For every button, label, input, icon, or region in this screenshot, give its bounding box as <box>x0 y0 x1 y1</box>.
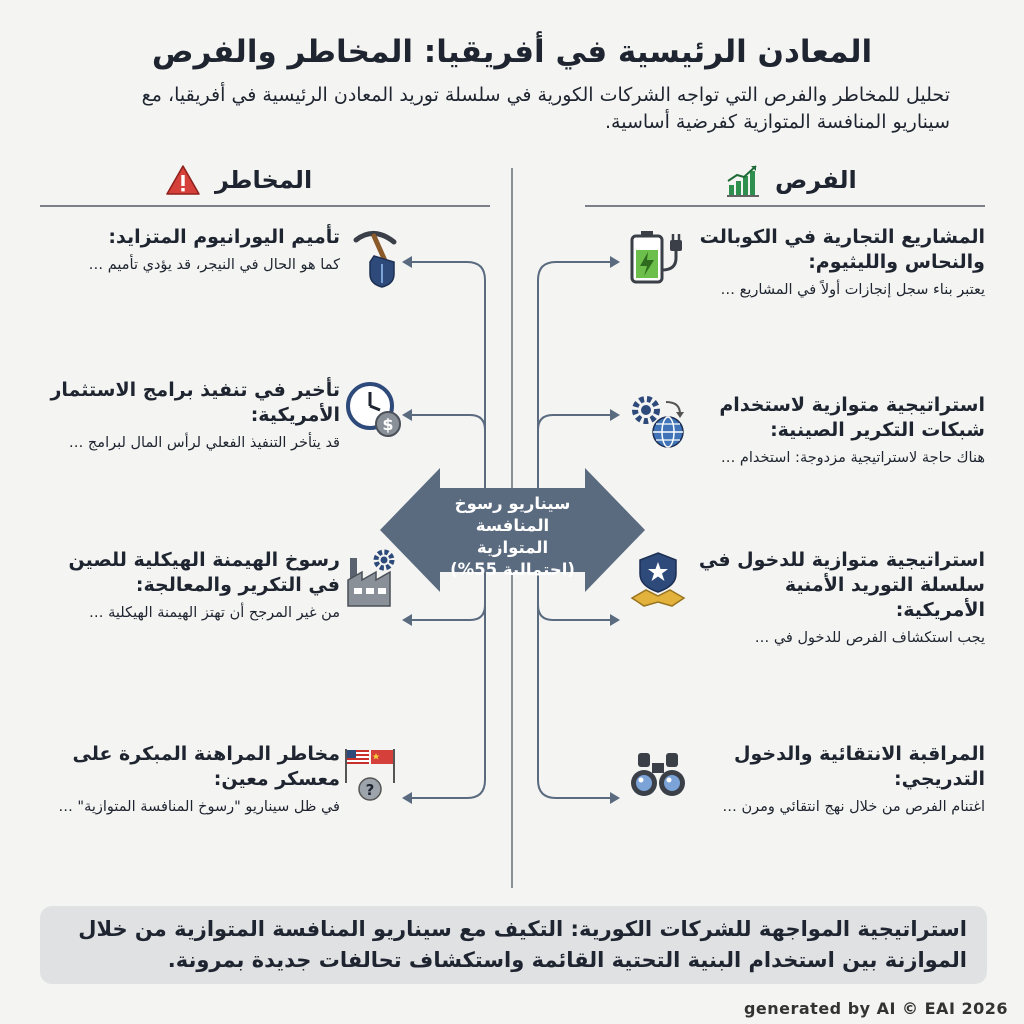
svg-text:?: ? <box>365 781 375 799</box>
risk-card-body: كما هو الحال في النيجر، قد يؤدي تأميم … <box>88 257 340 273</box>
arrow-opp-1 <box>538 262 612 490</box>
opportunity-card-body: يجب استكشاف الفرص للدخول في … <box>754 630 985 646</box>
shield-handshake-icon <box>628 550 688 610</box>
opportunity-card-body: يعتبر بناء سجل إنجازات أولاً في المشاريع … <box>720 282 985 298</box>
page-subtitle: تحليل للمخاطر والفرص التي تواجه الشركات الكورية في سلسلة توريد المعادن الرئيسية في أفريقيا، مع سيناريو المنافسة المتوازية كفرضية أساسية. <box>141 84 950 133</box>
risk-card-body: قد يتأخر التنفيذ الفعلي لرأس المال لبرامج … <box>68 435 340 451</box>
watermark: generated by AI © EAI 2026 <box>743 999 1008 1018</box>
center-scenario-title: سيناريو رسوخ المنافسة المتوازية <box>454 494 571 557</box>
arrow-risk-2 <box>410 415 485 475</box>
arrow-risk-4 <box>410 560 485 798</box>
opportunity-card-1 <box>695 225 985 301</box>
risk-card-title: تأخير في تنفيذ برامج الاستثمار الأمريكية: <box>50 379 340 426</box>
risk-card-title: مخاطر المراهنة المبكرة على معسكر معين: <box>72 743 340 790</box>
risk-card-1 <box>40 225 340 276</box>
pickaxe-shield-icon <box>348 228 408 288</box>
opportunity-card-title: استراتيجية متوازية للدخول في سلسلة التوريد الأمنية الأمريكية: <box>698 549 985 621</box>
binoculars-icon <box>628 745 688 805</box>
arrow-opp-4 <box>538 560 612 798</box>
clock-dollar-icon <box>344 380 404 440</box>
opportunity-card-body: هناك حاجة لاستراتيجية مزدوجة: استخدام … <box>720 450 985 466</box>
factory-gear-icon <box>344 548 404 608</box>
opportunity-card-title: المشاريع التجارية في الكوبالت والنحاس والليثيوم: <box>699 226 985 273</box>
risk-card-body: من غير المرجح أن تهتز الهيمنة الهيكلية … <box>89 605 340 621</box>
opportunity-card-2 <box>695 393 985 469</box>
opportunity-card-4 <box>695 742 985 818</box>
svg-text:$: $ <box>382 415 394 434</box>
strategy-text: استراتيجية المواجهة للشركات الكورية: التكيف مع سيناريو المنافسة المتوازية من خلال الموازنة بين استخدام البنية التحتية القائمة واستكشاف تحالفات جديدة بمرونة. <box>78 917 967 972</box>
risk-card-3 <box>40 548 340 624</box>
flags-question-icon <box>340 745 400 805</box>
page-title: المعادن الرئيسية في أفريقيا: المخاطر والفرص <box>151 34 873 70</box>
opportunity-card-body: اغتنام الفرص من خلال نهج انتقائي ومرن … <box>722 799 985 815</box>
opportunity-card-3 <box>695 548 985 649</box>
risk-card-2 <box>40 378 340 454</box>
risk-card-title: رسوخ الهيمنة الهيكلية للصين في التكرير والمعالجة: <box>68 549 340 596</box>
risk-card-4 <box>40 742 340 818</box>
battery-plug-icon <box>628 228 688 288</box>
center-scenario-label <box>440 493 585 581</box>
risk-card-body: في ظل سيناريو "رسوخ المنافسة المتوازية" … <box>58 799 340 815</box>
arrow-risk-1 <box>410 262 485 490</box>
opportunities-heading-label: الفرص <box>775 166 857 194</box>
gear-globe-icon <box>628 392 688 452</box>
risks-heading-label: المخاطر <box>215 166 313 194</box>
risk-card-title: تأميم اليورانيوم المتزايد: <box>108 226 340 248</box>
opportunity-card-title: المراقبة الانتقائية والدخول التدريجي: <box>734 743 985 790</box>
opportunity-card-title: استراتيجية متوازية لاستخدام شبكات التكرير الصينية: <box>719 394 985 441</box>
arrow-opp-2 <box>538 415 612 475</box>
center-scenario-probability: (احتمالية 55%) <box>450 560 575 579</box>
